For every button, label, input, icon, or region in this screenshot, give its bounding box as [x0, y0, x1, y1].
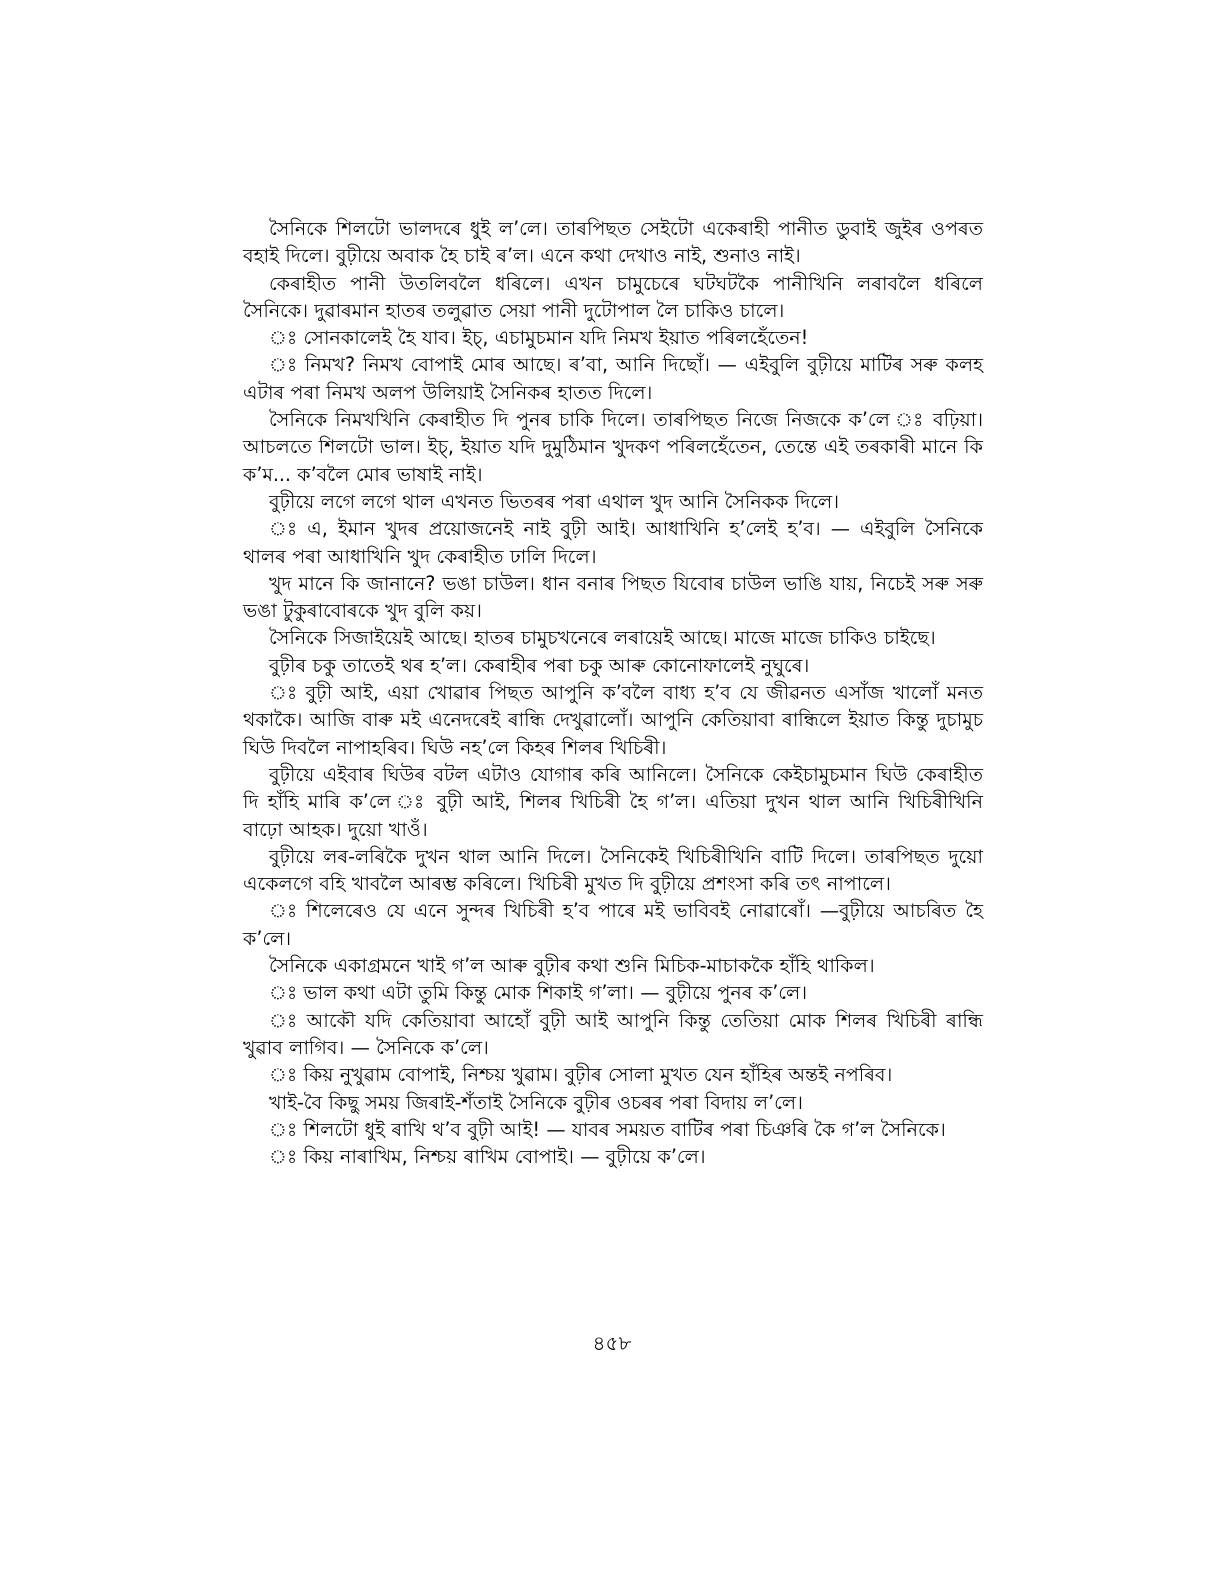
paragraph: ঃ শিলেৰেও যে এনে সুন্দৰ খিচিৰী হ’ব পাৰে মই ভাবিবই নোৱাৰোঁ। —বুঢ়ীয়ে আচৰিত হৈ ক’লে। — [243, 899, 983, 950]
paragraph: ঃ শিলটো ধুই ৰাখি থ’ব বুঢ়ী আই! — যাবৰ সময়ত বাটিৰ পৰা চিঞৰি কৈ গ’ল সৈনিকে। — [269, 1117, 946, 1141]
paragraph: ঃ ভাল কথা এটা তুমি কিন্তু মোক শিকাই গ’লা। — বুঢ়ীয়ে পুনৰ ক’লে। — [269, 981, 807, 1005]
paragraph: বুঢ়ীয়ে লৰ-লৰিকৈ দুখন থাল আনি দিলে। সৈনিকেই খিচিৰীখিনি বাটি দিলে। তাৰপিছত দুয়ো একেলগে বহি খাবলৈ আৰম্ভ কৰিলে। খিচিৰী মুখত দি বুঢ়ীয়ে প্ৰশংসা কৰি তৎ নাপালে। — [243, 844, 983, 896]
paragraph: ঃ এ, ইমান খুদৰ প্ৰয়োজনেই নাই বুঢ়ী আই। আধাখিনি হ’লেই হ’ব। — এইবুলি সৈনিকে থালৰ পৰা আধাখিনি খুদ কেৰাহীত ঢালি দিলে। — [243, 517, 983, 568]
paragraph: ঃ সোনকালেই হৈ যাব। ইচ্, এচামুচমান যদি নিমখ ইয়াত পৰিলহেঁতেন! — [269, 326, 809, 350]
paragraph: বুঢ়ীৰ চকু তাতেই থৰ হ’ল। কেৰাহীৰ পৰা চকু আৰু কোনোফালেই নুঘুৰে। — [269, 653, 810, 677]
page-body-text — [243, 215, 983, 1170]
paragraph: ঃ বুঢ়ী আই, এয়া খোৱাৰ পিছত আপুনি ক’বলৈ বাধ্য হ’ব যে জীৱনত এসাঁজ খালোঁ মনত থকাকৈ। আজি বাৰু মই এনেদৰেই ৰান্ধি দেখুৱালোঁ। আপুনি কেতিয়াবা ৰান্ধিলে ইয়াত কিন্তু দুচামুচ ঘিউ দিবলৈ নাপাহৰিব। ঘিউ নহ’লে কিহৰ শিলৰ খিচিৰী। — [243, 681, 983, 759]
paragraph: খাই-বৈ কিছু সময় জিৰাই-শঁতাই সৈনিকে বুঢ়ীৰ ওচৰৰ পৰা বিদায় ল’লে। — [269, 1090, 803, 1114]
paragraph: বুঢ়ীয়ে লগে লগে থাল এখনত ভিতৰৰ পৰা এথাল খুদ আনি সৈনিকক দিলে। — [269, 489, 839, 513]
paragraph: সৈনিকে শিলটো ভালদৰে ধুই ল’লে। তাৰপিছত সেইটো একেৰাহী পানীত ডুবাই জুইৰ ওপৰত বহাই দিলে। বুঢ়ীয়ে অবাক হৈ চাই ৰ’ল। এনে কথা দেখাও নাই, শুনাও নাই। — [243, 217, 983, 268]
paragraph: সৈনিকে সিজাইয়েই আছে। হাতৰ চামুচখনেৰে লৰায়েই আছে। মাজে মাজে চাকিও চাইছে। — [269, 626, 936, 650]
page-number-value: ৪৫৮ — [592, 1331, 632, 1355]
paragraph: কেৰাহীত পানী উতলিবলৈ ধৰিলে। এখন চামুচেৰে ঘটঘটকৈ পানীখিনি লৰাবলৈ ধৰিলে সৈনিকে। দুৱাৰমান হাতৰ তলুৱাত সেয়া পানী দুটোপাল লৈ চাকিও চালে। — [243, 271, 983, 322]
page-number — [0, 1330, 1224, 1356]
paragraph: সৈনিকে নিমখখিনি কেৰাহীত দি পুনৰ চাকি দিলে। তাৰপিছত নিজে নিজকে ক’লে ঃ বঢ়িয়া। আচলতে শিলটো ভাল। ইচ্, ইয়াত যদি দুমুঠিমান খুদকণ পৰিলহেঁতেন, তেন্তে এই তৰকাৰী মানে কি ক’ম... ক’বলৈ মোৰ ভাষাই নাই। — [243, 408, 983, 486]
paragraph: ঃ আকৌ যদি কেতিয়াবা আহোঁ বুঢ়ী আই আপুনি কিন্তু তেতিয়া মোক শিলৰ খিচিৰী ৰান্ধি খুৱাব লাগিব। — সৈনিকে ক’লে। — [243, 1008, 983, 1059]
paragraph: খুদ মানে কি জানানে? ভঙা চাউল। ধান বনাৰ পিছত যিবোৰ চাউল ভাঙি যায়, নিচেই সৰু সৰু ভঙা টুকুৰাবোৰকে খুদ বুলি কয়। — [243, 571, 983, 623]
paragraph: বুঢ়ীয়ে এইবাৰ ঘিউৰ বটল এটাও যোগাৰ কৰি আনিলে। সৈনিকে কেইচামুচমান ঘিউ কেৰাহীত দি হাঁহি মাৰি ক’লে ঃ বুঢ়ী আই, শিলৰ খিচিৰী হৈ গ’ল। এতিয়া দুখন থাল আনি খিচিৰীখিনি বাঢ়ো আহক। দুয়ো খাওঁ। — [243, 762, 983, 841]
paragraph: সৈনিকে একাগ্ৰমনে খাই গ’ল আৰু বুঢ়ীৰ কথা শুনি মিচিক-মাচাককৈ হাঁহি থাকিল। — [269, 954, 875, 978]
paragraph: ঃ নিমখ? নিমখ বোপাই মোৰ আছে। ৰ’বা, আনি দিছোঁ। — এইবুলি বুঢ়ীয়ে মাটিৰ সৰু কলহ এটাৰ পৰা নিমখ অলপ উলিয়াই সৈনিকৰ হাতত দিলে। — [243, 353, 983, 404]
paragraph: ঃ কিয় নুখুৱাম বোপাই, নিশ্চয় খুৱাম। বুঢ়ীৰ সোলা মুখত যেন হাঁহিৰ অন্তই নপৰিব। — [269, 1063, 893, 1087]
paragraph: ঃ কিয় নাৰাখিম, নিশ্চয় ৰাখিম বোপাই। — বুঢ়ীয়ে ক’লে। — [269, 1145, 706, 1169]
